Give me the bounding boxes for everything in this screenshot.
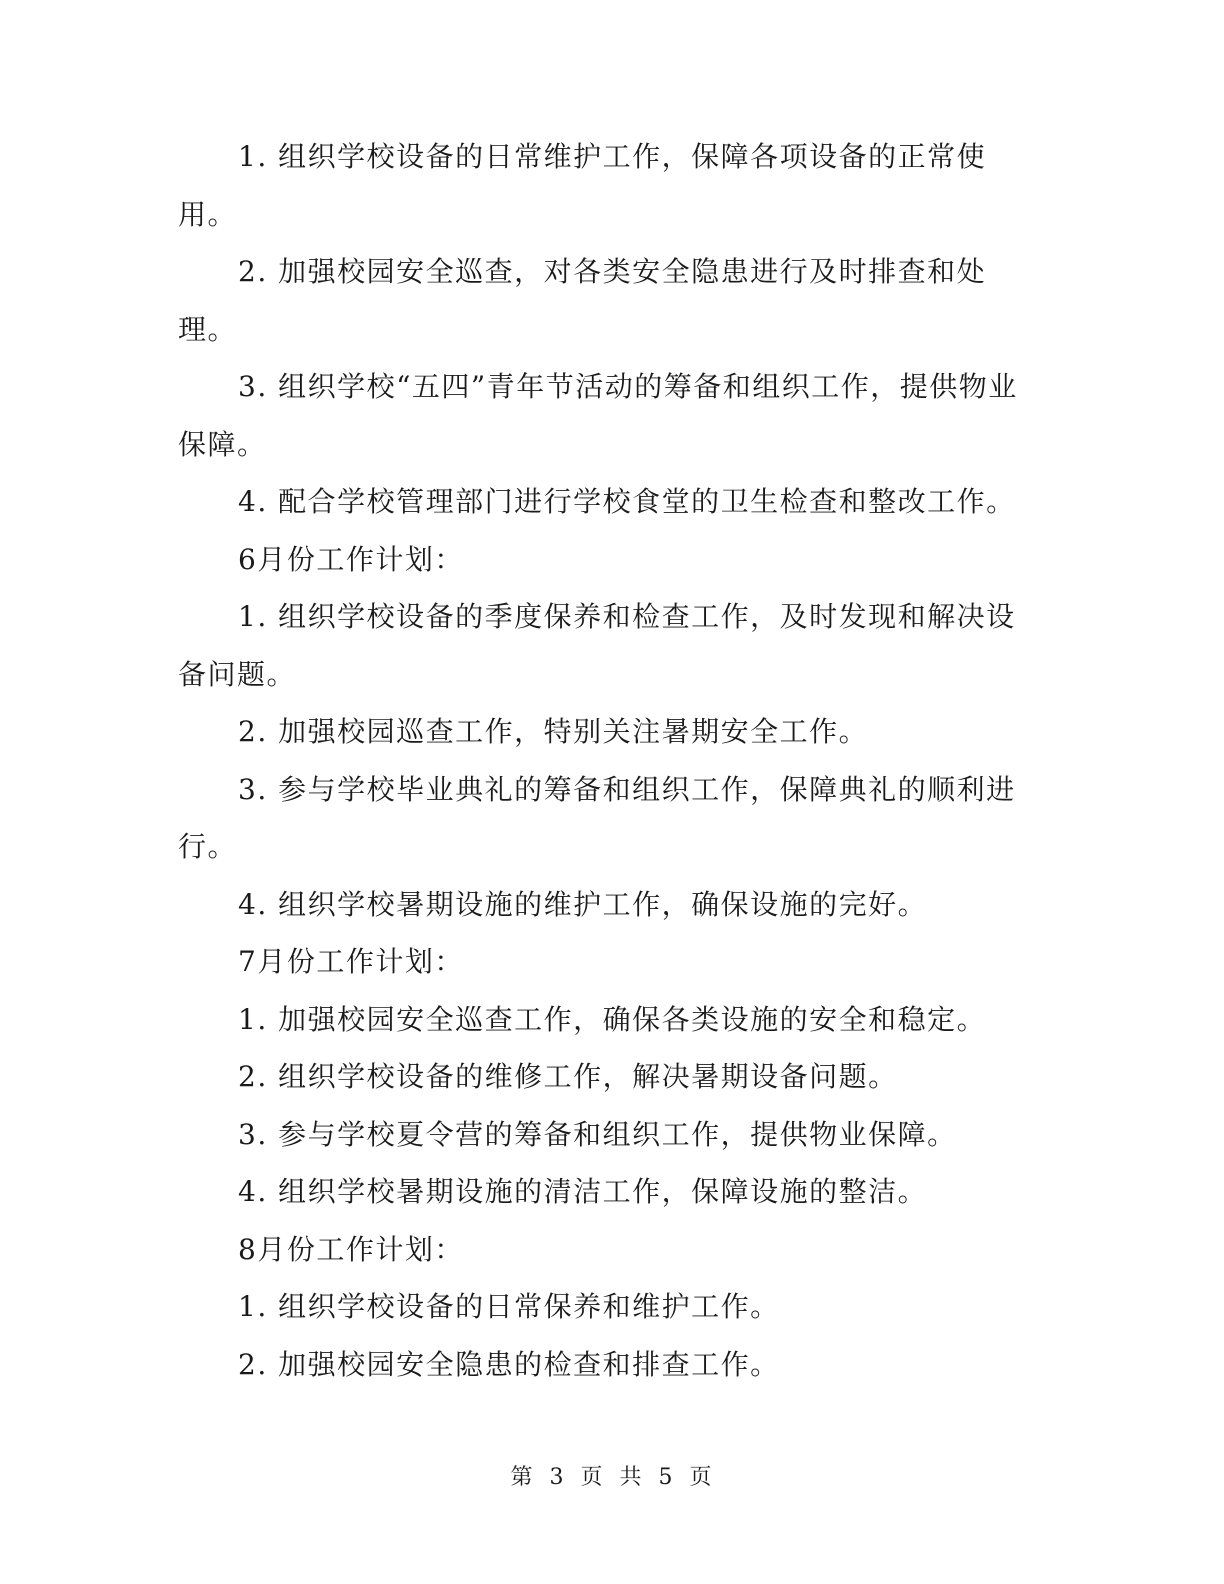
paragraph-june-item-2: 2. 加强校园巡查工作，特别关注暑期安全工作。 bbox=[238, 715, 869, 748]
section-heading-july: 7月份工作计划： bbox=[238, 945, 464, 978]
section-heading-june: 6月份工作计划： bbox=[238, 542, 464, 576]
paragraph-july-item-3: 3. 参与学校夏令营的筹备和组织工作，提供物业保障。 bbox=[238, 1117, 957, 1151]
paragraph-july-item-2: 2. 组织学校设备的维修工作，解决暑期设备问题。 bbox=[238, 1060, 898, 1093]
paragraph-july-item-4: 4. 组织学校暑期设施的清洁工作，保障设施的整洁。 bbox=[238, 1175, 928, 1208]
document-body bbox=[178, 128, 1038, 1393]
paragraph-july-item-1: 1. 加强校园安全巡查工作，确保各类设施的安全和稳定。 bbox=[238, 1002, 987, 1036]
paragraph-august-item-2: 2. 加强校园安全隐患的检查和排查工作。 bbox=[238, 1347, 780, 1381]
paragraph-june-item-1: 1. 组织学校设备的季度保养和检查工作，及时发现和解决设备问题。 bbox=[178, 600, 1016, 691]
paragraph-may-item-3: 3. 组织学校“五四”青年节活动的筹备和组织工作，提供物业保障。 bbox=[178, 370, 1018, 461]
paragraph-may-item-1: 1. 组织学校设备的日常维护工作，保障各项设备的正常使用。 bbox=[178, 140, 987, 231]
paragraph-june-item-4: 4. 组织学校暑期设施的维护工作，确保设施的完好。 bbox=[238, 887, 928, 921]
paragraph-june-item-3: 3. 参与学校毕业典礼的筹备和组织工作，保障典礼的顺利进行。 bbox=[178, 772, 1016, 863]
paragraph-may-item-2: 2. 加强校园安全巡查，对各类安全隐患进行及时排查和处理。 bbox=[178, 255, 987, 346]
page-number-footer: 第 3 页 共 5 页 bbox=[510, 1465, 714, 1490]
paragraph-august-item-1: 1. 组织学校设备的日常保养和维护工作。 bbox=[238, 1290, 780, 1323]
section-heading-august: 8月份工作计划： bbox=[238, 1232, 464, 1266]
paragraph-may-item-4: 4. 配合学校管理部门进行学校食堂的卫生检查和整改工作。 bbox=[238, 485, 1016, 518]
